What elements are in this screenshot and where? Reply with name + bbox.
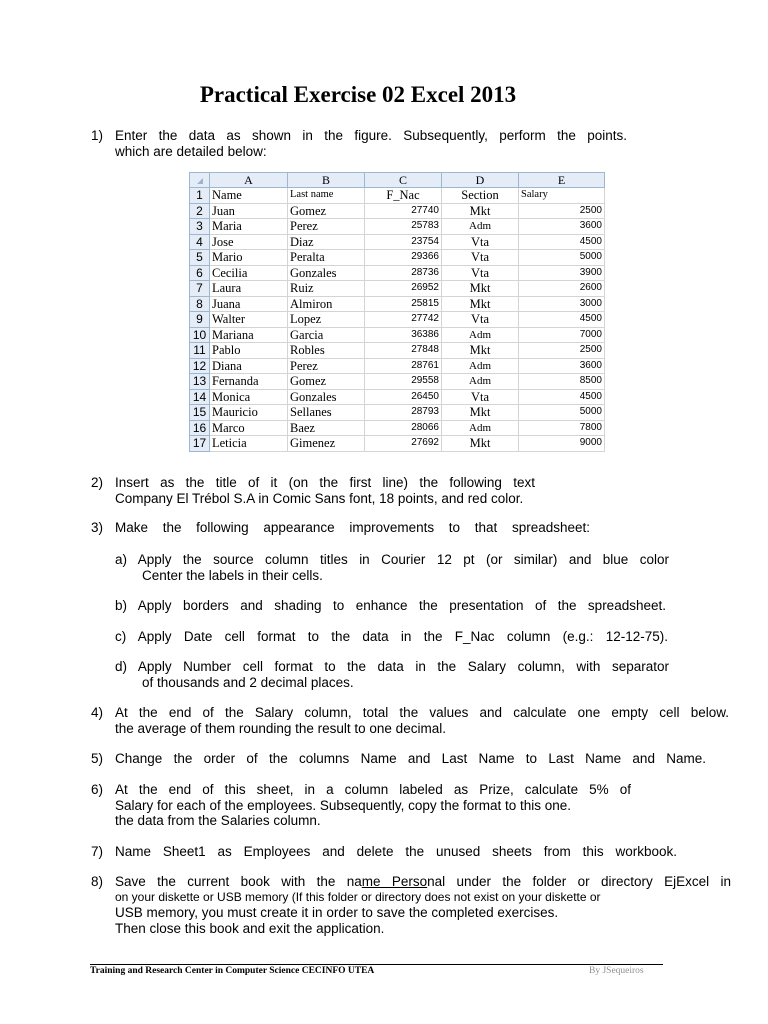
data-cell: Garcia [288,327,365,343]
data-cell: Marco [210,420,288,436]
data-cell: Mkt [442,203,519,219]
data-cell: Mkt [442,281,519,297]
data-cell: 2500 [519,343,605,359]
row-number: 2 [190,203,210,219]
row-number: 13 [190,374,210,390]
row-number: 12 [190,358,210,374]
data-cell: Peralta [288,250,365,266]
data-cell: Fernanda [210,374,288,390]
step-number: 4) [91,705,104,720]
step-4 [91,705,729,736]
data-cell: 28793 [365,405,442,421]
footer-divider [90,964,663,965]
step-number: 2) [91,475,104,490]
data-cell: Jose [210,234,288,250]
data-cell: 4500 [519,389,605,405]
spreadsheet-row [190,420,605,436]
column-letter: B [288,173,365,188]
data-cell: 7000 [519,327,605,343]
data-cell: 5000 [519,250,605,266]
data-cell: Mauricio [210,405,288,421]
data-cell: Gomez [288,374,365,390]
row-number: 15 [190,405,210,421]
spreadsheet-row [190,389,605,405]
spreadsheet-figure [189,172,609,460]
data-cell: Almiron [288,296,365,312]
data-cell: Adm [442,219,519,235]
data-cell: Robles [288,343,365,359]
data-cell: Vta [442,234,519,250]
row-number: 1 [190,188,210,204]
data-cell: Perez [288,219,365,235]
row-number: 4 [190,234,210,250]
step-text: Company El Trébol S.A in Comic Sans font, 18 points, and red color. [115,490,524,506]
data-cell: Gonzales [288,389,365,405]
data-cell: Adm [442,358,519,374]
step-3b [115,598,666,614]
step-text [115,874,731,890]
row-number: 7 [190,281,210,297]
spreadsheet-row [190,219,605,235]
data-cell: 29366 [365,250,442,266]
substep-text: d) Apply Number cell format to the data in the Salary column, with separator [115,659,669,674]
corner-triangle-icon [197,178,203,184]
step-3c [115,629,668,645]
step-number: 6) [91,782,104,797]
column-letter: D [442,173,519,188]
substep-text: Center the labels in their cells. [142,567,323,583]
step-number: 1) [91,128,104,143]
data-cell: 3600 [519,358,605,374]
step-text-part: nal under the folder or directory EjExcel in [427,874,731,889]
step-text: Name Sheet1 as Employees and delete the unused sheets from this workbook. [115,844,677,859]
data-cell: 7800 [519,420,605,436]
data-cell: Pablo [210,343,288,359]
step-6 [91,782,631,829]
data-cell: 2500 [519,203,605,219]
data-cell: Vta [442,265,519,281]
spreadsheet-row [190,312,605,328]
step-text-part: Save the current book with the na [115,874,362,889]
data-cell: Baez [288,420,365,436]
data-cell: Vta [442,250,519,266]
data-cell: 28761 [365,358,442,374]
step-number: 8) [91,874,104,889]
data-cell: Mkt [442,343,519,359]
spreadsheet-row [190,250,605,266]
spreadsheet-table [189,172,605,452]
step-3a [115,552,669,583]
document-title: Practical Exercise 02 Excel 2013 [199,82,517,107]
data-cell: Adm [442,327,519,343]
step-text: USB memory, you must create it in order to save the completed exercises. [115,905,559,920]
row-number: 3 [190,219,210,235]
step-text: on your diskette or USB memory (If this folder or directory does not exist on your diskette or [115,889,601,904]
step-text: Change the order of the columns Name and Last Name to Last Name and Name. [115,751,706,766]
step-number: 7) [91,844,104,859]
step-5 [91,751,706,767]
data-cell: 8500 [519,374,605,390]
row-number: 10 [190,327,210,343]
substep-text: a) Apply the source column titles in Courier 12 pt (or similar) and blue color [115,552,669,567]
column-letter: E [519,173,605,188]
underlined-text: me Perso [361,874,428,889]
data-cell: 27740 [365,203,442,219]
spreadsheet-row [190,281,605,297]
data-cell: Mkt [442,405,519,421]
data-cell: 36386 [365,327,442,343]
spreadsheet-row [190,374,605,390]
step-8 [91,874,731,936]
data-cell: Mario [210,250,288,266]
substep-text: c) Apply Date cell format to the data in the F_Nac column (e.g.: 12-12-75). [115,629,668,644]
data-cell: 27742 [365,312,442,328]
row-number: 14 [190,389,210,405]
data-cell: Gomez [288,203,365,219]
data-cell: 4500 [519,312,605,328]
spreadsheet-row [190,343,605,359]
header-cell: Name [210,188,288,204]
row-number: 17 [190,436,210,452]
step-text: which are detailed below: [115,143,267,159]
data-cell: Vta [442,389,519,405]
data-cell: Sellanes [288,405,365,421]
data-cell: Mariana [210,327,288,343]
data-cell: 4500 [519,234,605,250]
step-1 [91,128,627,159]
header-cell: Last name [288,188,365,204]
data-cell: 28066 [365,420,442,436]
spreadsheet-row [190,234,605,250]
data-cell: Maria [210,219,288,235]
data-cell: 5000 [519,405,605,421]
row-number: 5 [190,250,210,266]
data-cell: Leticia [210,436,288,452]
step-2 [91,475,535,506]
data-cell: Walter [210,312,288,328]
row-number: 8 [190,296,210,312]
spreadsheet-row [190,358,605,374]
data-cell: 26450 [365,389,442,405]
spreadsheet-row [190,327,605,343]
step-3d [115,659,669,690]
data-cell: 9000 [519,436,605,452]
data-cell: Diana [210,358,288,374]
spreadsheet-row [190,436,605,452]
step-text: Then close this book and exit the application. [115,920,385,936]
data-cell: Ruiz [288,281,365,297]
data-cell: Cecilia [210,265,288,281]
step-number: 3) [91,520,104,535]
data-cell: Lopez [288,312,365,328]
data-cell: Adm [442,374,519,390]
column-letter: C [365,173,442,188]
data-cell: Perez [288,358,365,374]
header-cell: Salary [519,188,605,204]
data-cell: Gonzales [288,265,365,281]
data-cell: Mkt [442,296,519,312]
data-cell: 3900 [519,265,605,281]
row-number: 11 [190,343,210,359]
data-cell: 2600 [519,281,605,297]
step-number: 5) [91,751,104,766]
column-letter: A [210,173,288,188]
data-cell: 28736 [365,265,442,281]
data-cell: Vta [442,312,519,328]
data-cell: Adm [442,420,519,436]
data-cell: Juan [210,203,288,219]
data-cell: Monica [210,389,288,405]
spreadsheet-row [190,203,605,219]
header-cell: F_Nac [365,188,442,204]
spreadsheet-row [190,296,605,312]
data-cell: 25783 [365,219,442,235]
spreadsheet-row [190,405,605,421]
step-text: Enter the data as shown in the figure. Subsequently, perform the points. [115,128,627,143]
step-3 [91,520,590,536]
footer-author: By JSequeiros [589,966,644,976]
data-cell: Diaz [288,234,365,250]
row-number: 9 [190,312,210,328]
step-text: At the end of the Salary column, total the values and calculate one empty cell below. [115,705,729,720]
spreadsheet-header-row [190,188,605,204]
step-text: the data from the Salaries column. [115,813,321,828]
data-cell: 3000 [519,296,605,312]
data-cell: 3600 [519,219,605,235]
data-cell: Mkt [442,436,519,452]
substep-text: b) Apply borders and shading to enhance the presentation of the spreadsheet. [115,598,666,613]
step-text: Insert as the title of it (on the first line) the following text [115,475,535,490]
row-number: 16 [190,420,210,436]
spreadsheet-row [190,265,605,281]
row-number: 6 [190,265,210,281]
header-cell: Section [442,188,519,204]
step-text: Salary for each of the employees. Subsequently, copy the format to this one. [115,797,572,813]
step-text: the average of them rounding the result to one decimal. [115,720,446,736]
data-cell: Juana [210,296,288,312]
footer-institution: Training and Research Center in Computer Science CECINFO UTEA [90,966,375,976]
step-text: At the end of this sheet, in a column labeled as Prize, calculate 5% of [115,782,631,797]
data-cell: 27692 [365,436,442,452]
step-text: Make the following appearance improvements to that spreadsheet: [115,520,590,535]
data-cell: 29558 [365,374,442,390]
data-cell: 25815 [365,296,442,312]
data-cell: 26952 [365,281,442,297]
column-header-row [190,173,605,188]
data-cell: 27848 [365,343,442,359]
data-cell: Laura [210,281,288,297]
data-cell: Gimenez [288,436,365,452]
step-7 [91,844,677,860]
data-cell: 23754 [365,234,442,250]
select-all-corner [190,173,210,188]
substep-text: of thousands and 2 decimal places. [142,674,354,690]
